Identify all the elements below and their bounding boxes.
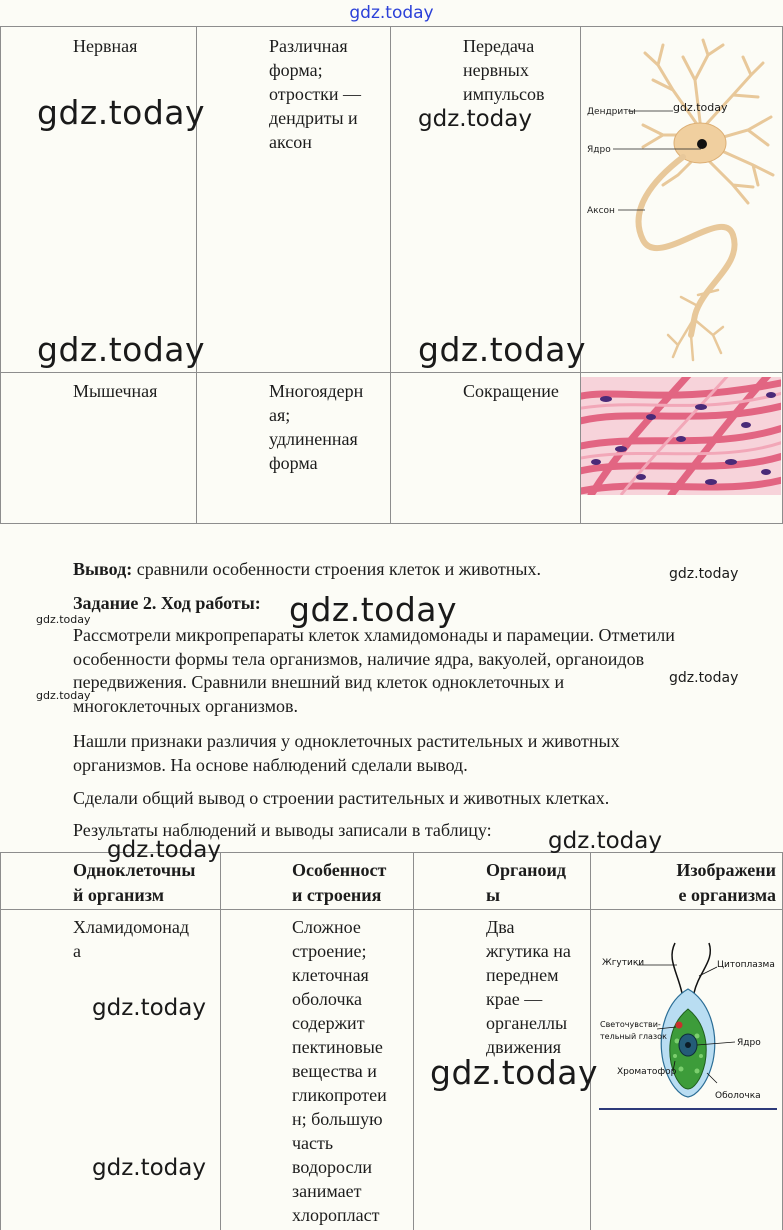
organism-cell <box>73 915 189 963</box>
text-line: и строения <box>292 885 382 905</box>
chromatophore-label: Хроматофор <box>617 1067 677 1077</box>
eyespot <box>676 1022 683 1029</box>
organoids-cell <box>486 915 571 1059</box>
text-line: Многоядерн <box>269 381 364 401</box>
text-line: вещества и <box>292 1061 377 1081</box>
tissue-name-muscle: Мышечная <box>73 381 158 401</box>
text-line: Изображени <box>676 860 776 880</box>
watermark: gdz.today <box>107 837 221 863</box>
text-line: Передача <box>463 36 535 56</box>
column-divider <box>390 27 391 523</box>
conclusion-label: Вывод: <box>73 559 133 579</box>
text-line: строение; <box>292 941 367 961</box>
text-line: ая; <box>269 405 291 425</box>
task2-paragraph-2 <box>73 730 773 777</box>
text-line: органеллы <box>486 1013 568 1033</box>
header-organoids <box>486 858 566 908</box>
watermark: gdz.today <box>37 330 206 369</box>
chlamydomonas-diagram <box>597 941 779 1127</box>
nucleus-label: Ядро <box>737 1038 761 1048</box>
text-line: особенности формы тела организмов, наличие ядра, вакуолей, органоидов <box>73 648 645 669</box>
watermark: gdz.today <box>430 1053 599 1092</box>
watermark: gdz.today <box>673 101 728 114</box>
text-line: оболочка <box>292 989 362 1009</box>
text-line: импульсов <box>463 84 545 104</box>
header-features <box>292 858 386 908</box>
watermark: gdz.today <box>37 93 206 132</box>
conclusion-text: сравнили особенности строения клеток и животных. <box>132 559 542 579</box>
nucleus-label: Ядро <box>587 145 611 155</box>
text-line: хлоропласт <box>292 1205 380 1225</box>
flagella-label: Жгутики <box>602 958 645 968</box>
text-line: форма; <box>269 60 323 80</box>
text-line: Различная <box>269 36 348 56</box>
axon <box>639 157 735 335</box>
text-line: ы <box>486 885 501 905</box>
text-line: пектиновые <box>292 1037 383 1057</box>
text-line: Сложное <box>292 917 361 937</box>
structure-cell-muscle <box>269 379 363 475</box>
muscle-tissue-micrograph <box>581 377 781 495</box>
table-border <box>0 27 1 523</box>
text-line: Особенност <box>292 860 387 880</box>
watermark: gdz.today <box>418 106 532 132</box>
eyespot-label-2: тельный глазок <box>600 1032 667 1041</box>
task2-paragraph-1 <box>73 624 773 718</box>
text-line: клеточная <box>292 965 369 985</box>
text-line: Хламидомонад <box>73 917 189 937</box>
cytoplasm-label: Цитоплазма <box>717 960 775 970</box>
dendrites-label: Дендриты <box>587 107 636 117</box>
text-line: й организм <box>73 885 165 905</box>
neuron-diagram <box>583 35 781 367</box>
watermark: gdz.today <box>289 590 458 629</box>
text-line: Два <box>486 917 515 937</box>
text-line: организмов. На основе наблюдений сделали вывод. <box>73 754 468 775</box>
text-line: Органоид <box>486 860 567 880</box>
text-line: Нашли признаки различия у одноклеточных растительных и животных <box>73 731 620 751</box>
watermark: gdz.today <box>669 670 739 686</box>
text-line: содержит <box>292 1013 365 1033</box>
text-line: занимает <box>292 1181 362 1201</box>
text-line: движения <box>486 1037 562 1057</box>
text-line: многоклеточных организмов. <box>73 695 298 716</box>
text-line: нервных <box>463 60 529 80</box>
text-line: аксон <box>269 132 312 152</box>
features-cell <box>292 915 387 1227</box>
text-line: жгутика на <box>486 941 571 961</box>
task2-title: Задание 2. Ход работы: <box>73 593 261 613</box>
site-header[interactable]: gdz.today <box>349 3 434 23</box>
membrane-label: Оболочка <box>715 1091 761 1101</box>
watermark: gdz.today <box>36 689 91 702</box>
structure-cell-nervous <box>269 34 361 154</box>
tissue-name-nervous: Нервная <box>73 36 138 56</box>
header-image <box>676 858 776 908</box>
watermark: gdz.today <box>36 613 91 626</box>
text-line: н; большую <box>292 1109 383 1129</box>
text-line: удлиненная <box>269 429 358 449</box>
function-cell-muscle: Сокращение <box>463 381 559 401</box>
text-line: дендриты и <box>269 108 358 128</box>
text-line: Одноклеточны <box>73 860 196 880</box>
watermark: gdz.today <box>418 330 587 369</box>
axon-label: Аксон <box>587 206 615 216</box>
text-line: гликопротеи <box>292 1085 387 1105</box>
text-line: Рассмотрели микропрепараты клеток хламидомонады и парамеции. Отметили <box>73 625 675 645</box>
watermark: gdz.today <box>669 566 739 582</box>
task2-paragraph-3: Сделали общий вывод о строении растительных и животных клетках. <box>73 788 610 808</box>
watermark: gdz.today <box>92 995 206 1021</box>
text-line: часть <box>292 1133 334 1153</box>
text-line: переднем <box>486 965 559 985</box>
nucleus-dot <box>697 139 707 149</box>
text-line: форма <box>269 453 318 473</box>
row-divider <box>0 372 783 373</box>
text-line: водоросли <box>292 1157 373 1177</box>
header-organism <box>73 858 195 908</box>
task2-paragraph-4: Результаты наблюдений и выводы записали в таблицу: <box>73 820 492 840</box>
watermark: gdz.today <box>548 828 662 854</box>
watermark: gdz.today <box>92 1155 206 1181</box>
text-line: крае — <box>486 989 543 1009</box>
function-cell-nervous <box>463 34 545 106</box>
header-divider <box>0 909 783 910</box>
eyespot-label-1: Светочувстви- <box>600 1020 661 1029</box>
text-line: передвижения. Сравнили внешний вид клеток одноклеточных и <box>73 672 565 692</box>
text-line: а <box>73 941 81 961</box>
conclusion <box>73 558 773 582</box>
text-line: отростки — <box>269 84 362 104</box>
text-line: е организма <box>678 885 776 905</box>
